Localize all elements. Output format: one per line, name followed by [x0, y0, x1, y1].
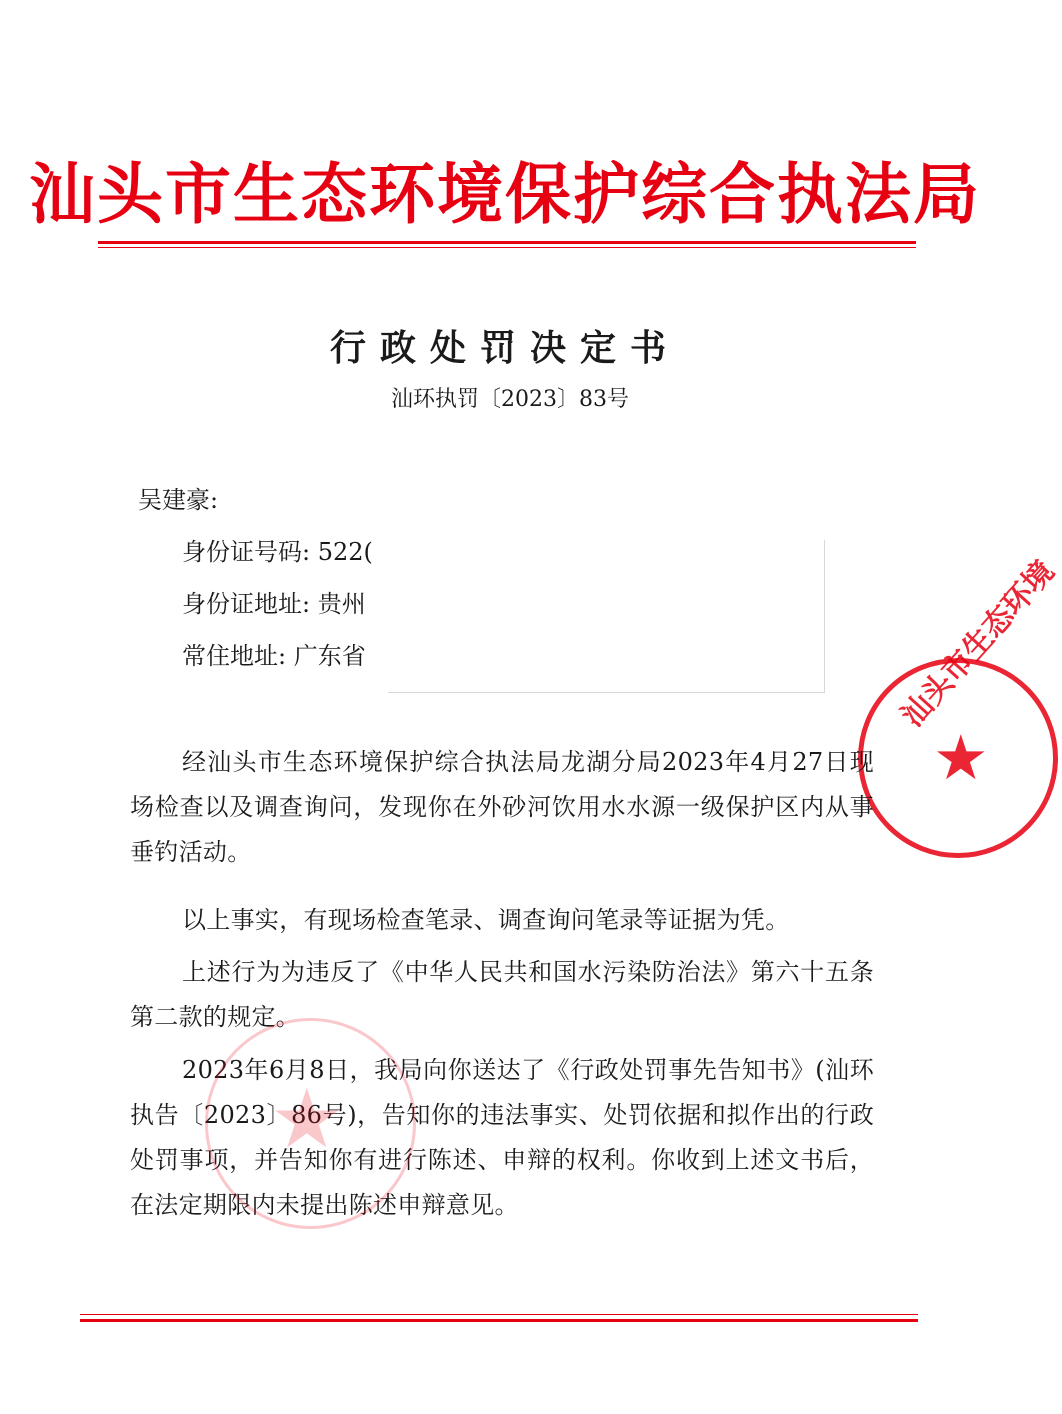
letterhead-rule-thin: [98, 247, 916, 248]
document-number: 汕环执罚〔2023〕83号: [391, 387, 629, 412]
body-paragraph-4: 2023年6月8日，我局向你送达了《行政处罚事先告知书》(汕环执告〔2023〕86号)，告知你的违法事实、处罚依据和拟作出的行政处罚事项，并告知你有进行陈述、申辩的权利。你收到上述文书后，在法定期限内未提出陈述申辩意见。: [130, 1056, 874, 1219]
residence-line: [182, 638, 366, 674]
residence-value: 广东省: [293, 642, 366, 670]
id-address-value: 贵州: [317, 590, 366, 618]
body-paragraph-1: 经汕头市生态环境保护综合执法局龙湖分局2023年4月27日现场检查以及调查询问，发现你在外砂河饮用水水源一级保护区内从事垂钓活动。: [130, 748, 874, 866]
id-address-line: [182, 586, 366, 622]
id-address-label: 身份证地址:: [182, 590, 311, 618]
letterhead-rule-thick: [98, 241, 916, 244]
redaction-block: [388, 540, 825, 693]
agency-letterhead-title: 汕头市生态环境保护综合执法局: [29, 155, 981, 233]
footer-rule-thick: [80, 1319, 918, 1322]
document-title: 行政处罚决定书: [329, 328, 680, 369]
id-number-label: 身份证号码:: [182, 538, 311, 566]
faint-seal-impression: [205, 1018, 416, 1229]
seal-text: 汕头市生态环境: [894, 554, 1062, 734]
footer-rule-thin: [80, 1314, 918, 1315]
redaction-block-edge: [380, 592, 392, 692]
faint-seal-star-icon: ★: [270, 1072, 344, 1167]
id-number-value: 522(: [317, 538, 373, 566]
seal-star-icon: ★: [933, 721, 989, 794]
residence-label: 常住地址:: [182, 642, 287, 670]
official-seal: [858, 554, 1062, 858]
body-paragraph-2: 以上事实，有现场检查笔录、调查询问笔录等证据为凭。: [182, 906, 790, 934]
body-paragraph-3: 上述行为为违反了《中华人民共和国水污染防治法》第六十五条第二款的规定。: [130, 958, 874, 1031]
id-number-line: [182, 534, 373, 570]
addressee-name: 吴建豪:: [138, 486, 219, 514]
